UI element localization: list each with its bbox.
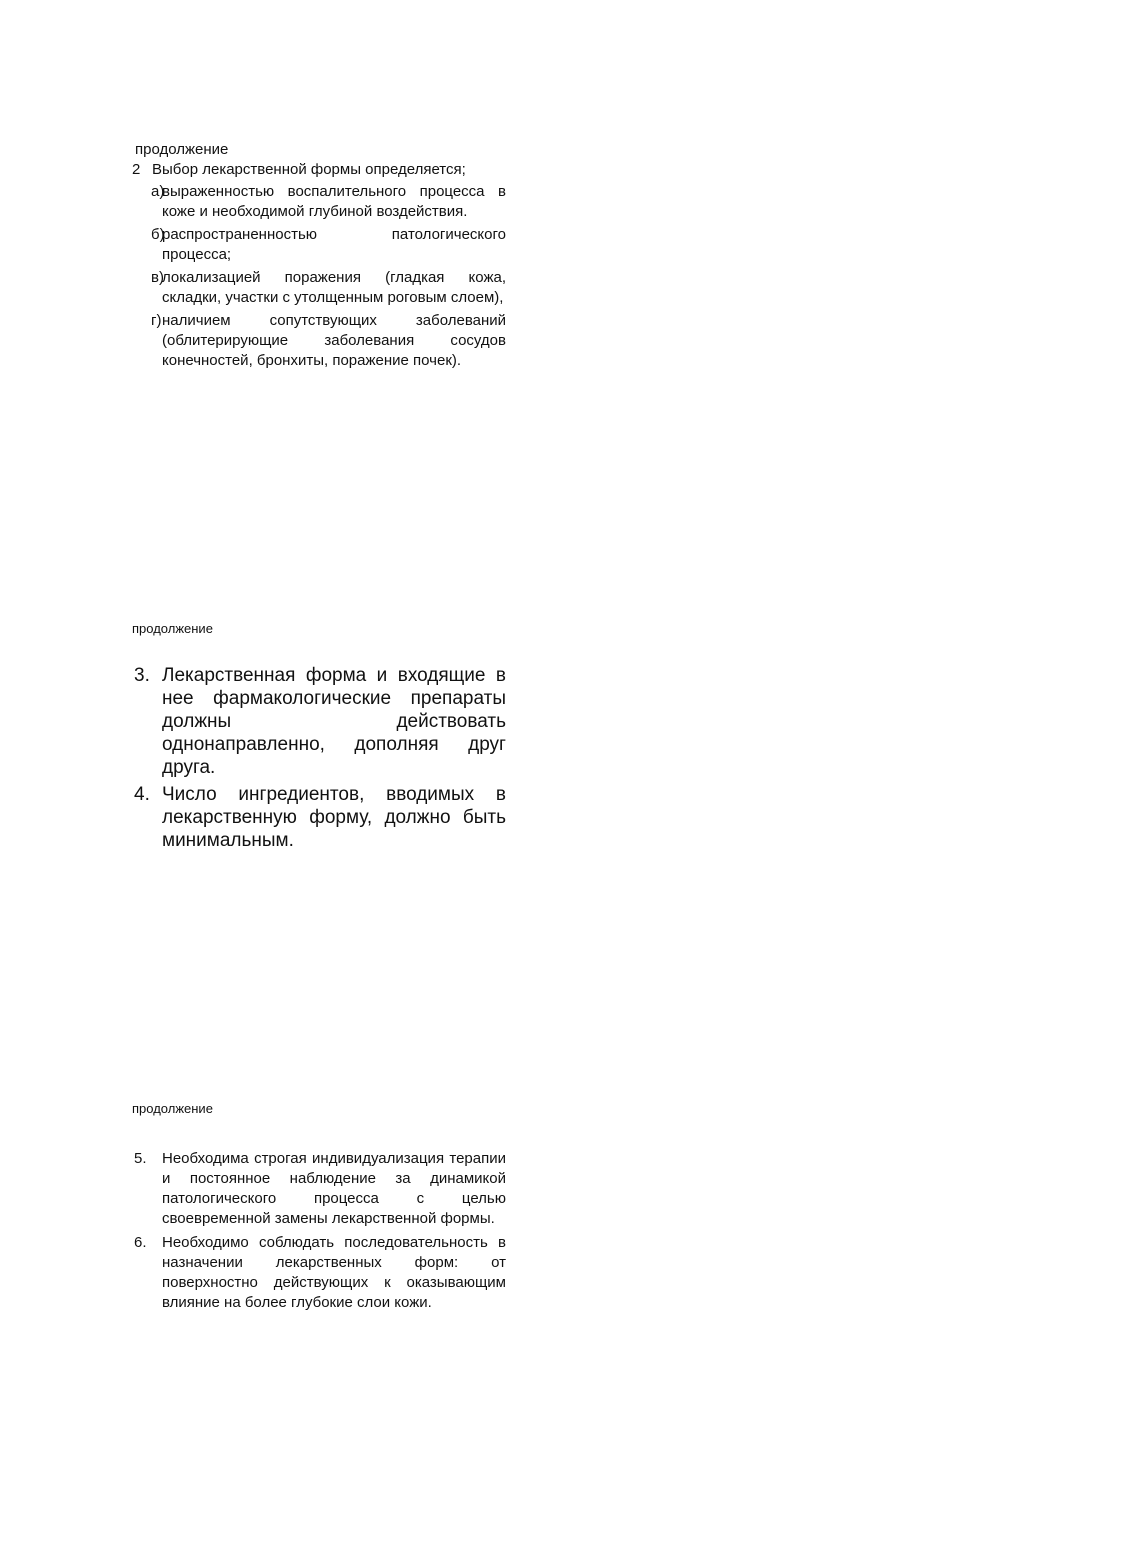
list-intro-text: Выбор лекарственной формы определяется; <box>152 161 466 178</box>
list-item-text: Необходима строгая индивидуализация терапии и постоянное наблюдение за динамикой патологического процесса с целью своевременной замены лекарственной формы. <box>162 1150 506 1227</box>
list-item-mark: а) <box>151 183 165 200</box>
section-caption: продолжение <box>132 1101 213 1116</box>
list-item-text: локализацией поражения (гладкая кожа, складки, участки с утолщенным роговым слоем), <box>162 269 506 306</box>
list-item-mark: 4. <box>134 784 150 805</box>
section-caption: продолжение <box>135 141 229 158</box>
list-item-text: распространенностью патологического процесса; <box>162 226 506 263</box>
section-caption: продолжение <box>132 621 213 636</box>
list-item-text: Число ингредиентов, вводимых в лекарственную форму, должно быть минимальным. <box>162 784 506 851</box>
list-item-text: Необходимо соблюдать последовательность в назначении лекарственных форм: от поверхностно действующих к оказывающим влияние на более глубокие слои кожи. <box>162 1234 506 1311</box>
list-item-mark: в) <box>151 269 164 286</box>
list-item-mark: б) <box>151 226 165 243</box>
section-1 <box>132 141 506 371</box>
list-item-mark: г) <box>151 312 162 329</box>
list-item-mark: 5. <box>134 1150 147 1167</box>
list-item <box>132 268 506 308</box>
list-item <box>132 1149 506 1229</box>
list-item-mark: 3. <box>134 665 150 686</box>
list-item-mark: 6. <box>134 1234 147 1251</box>
list-item <box>132 783 506 852</box>
list-intro <box>132 160 506 179</box>
list-item <box>132 664 506 779</box>
list-item <box>132 311 506 371</box>
list-item <box>132 1233 506 1313</box>
section-2 <box>132 620 506 856</box>
list-number: 2 <box>132 161 141 178</box>
numbered-list <box>132 664 506 852</box>
section-3 <box>132 1100 506 1317</box>
list-item <box>132 225 506 265</box>
list-item-text: выраженностью воспалительного процесса в коже и необходимой глубиной воздействия. <box>162 183 506 220</box>
list-item-text: наличием сопутствующих заболеваний (облитерирующие заболевания сосудов конечностей, бронхиты, поражение почек). <box>162 312 506 369</box>
list-item-text: Лекарственная форма и входящие в нее фармакологические препараты должны действовать однонаправленно, дополняя друг друга. <box>162 665 506 778</box>
numbered-list <box>132 1149 506 1313</box>
list-item <box>132 182 506 222</box>
